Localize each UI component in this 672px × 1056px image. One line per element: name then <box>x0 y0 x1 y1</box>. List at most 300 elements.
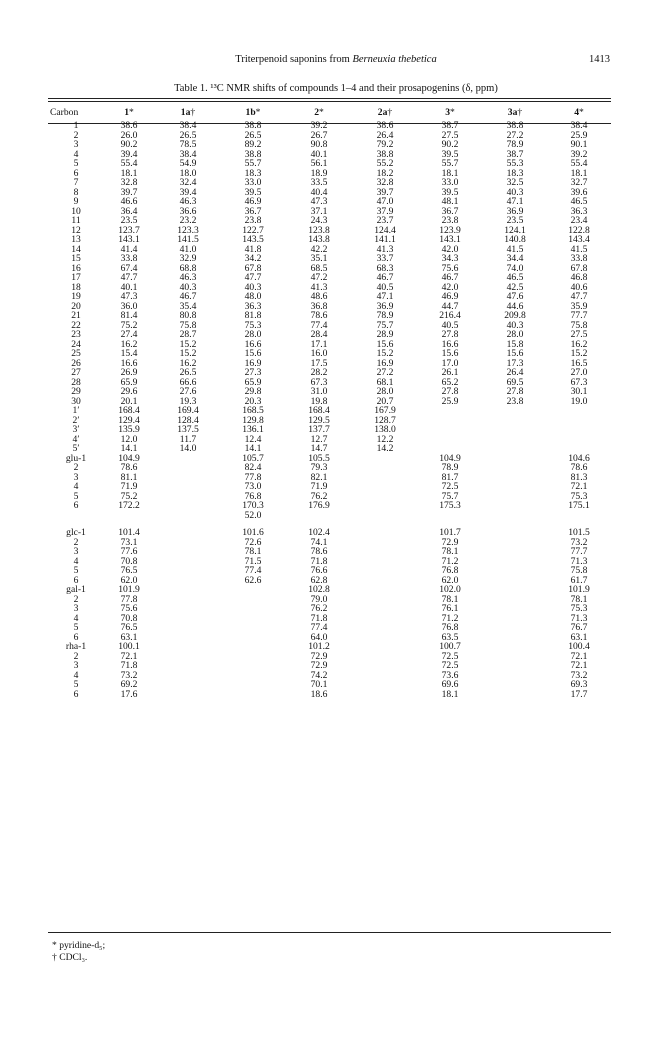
shift-value <box>220 642 286 652</box>
shift-value: 75.3 <box>570 603 588 614</box>
shift-value: 141.1 <box>374 234 396 245</box>
shift-value: 46.5 <box>570 196 588 207</box>
shift-value: 39.2 <box>570 148 588 160</box>
shift-value: 101.2 <box>308 641 330 652</box>
shift-value: 75.3 <box>244 319 262 331</box>
shift-value: 38.4 <box>179 148 197 160</box>
shift-value: 170.3 <box>242 500 264 511</box>
shift-value: 54.9 <box>179 158 197 169</box>
shift-value: 72.1 <box>570 481 588 492</box>
shift-value: 75.6 <box>441 262 459 274</box>
shift-value: 36.0 <box>120 300 138 312</box>
shift-value: 78.6 <box>570 462 588 473</box>
carbon-label: 7 <box>73 177 79 188</box>
shift-value: 18.3 <box>506 167 524 179</box>
shift-value: 75.8 <box>570 565 588 576</box>
shift-value: 76.8 <box>441 565 459 576</box>
shift-value: 20.3 <box>244 395 262 407</box>
shift-value: 18.0 <box>179 167 197 179</box>
shift-value: 14.7 <box>310 443 328 454</box>
shift-value: 32.8 <box>376 177 394 188</box>
shift-value: 76.8 <box>244 490 262 502</box>
shift-value <box>286 511 352 521</box>
compound-header-4: 4* <box>574 107 584 118</box>
shift-value: 42.0 <box>441 243 459 255</box>
shift-value: 55.4 <box>120 158 138 169</box>
table-body <box>50 121 610 699</box>
shift-value <box>352 652 418 662</box>
shift-value: 19.3 <box>179 395 197 407</box>
shift-value: 80.8 <box>179 310 197 321</box>
table-bottom-rule <box>48 932 611 933</box>
shift-value: 123.7 <box>118 224 140 236</box>
shift-value <box>156 566 220 576</box>
shift-value: 167.9 <box>374 405 396 416</box>
carbon-label: 30 <box>71 395 81 407</box>
shift-value: 23.4 <box>570 215 588 226</box>
shift-value: 135.9 <box>118 424 140 435</box>
shift-value: 27.0 <box>570 367 588 378</box>
shift-value: 63.1 <box>120 631 138 643</box>
table-row <box>50 511 610 521</box>
shift-value: 25.9 <box>441 395 459 407</box>
shift-value: 62.0 <box>120 574 138 586</box>
shift-value: 18.1 <box>570 167 588 179</box>
shift-value: 72.9 <box>310 650 328 662</box>
shift-value: 23.7 <box>376 215 394 226</box>
carbon-label: 19 <box>71 291 81 302</box>
shift-value: 17.0 <box>441 357 459 369</box>
carbon-label: 8 <box>73 186 79 198</box>
shift-value: 18.1 <box>441 688 459 700</box>
shift-value <box>156 482 220 492</box>
carbon-label: glu-1 <box>65 452 87 464</box>
shift-value: 39.5 <box>244 186 262 198</box>
shift-value: 81.1 <box>120 471 138 483</box>
shift-value: 40.4 <box>310 186 328 198</box>
shift-value: 26.5 <box>179 129 197 141</box>
shift-value: 129.4 <box>118 414 140 426</box>
shift-value <box>220 690 286 700</box>
shift-value: 62.6 <box>244 574 262 586</box>
shift-value: 12.7 <box>310 433 328 445</box>
shift-value <box>482 511 548 521</box>
shift-value: 16.6 <box>120 357 138 369</box>
shift-value <box>352 595 418 605</box>
shift-value: 23.8 <box>441 215 459 226</box>
shift-value: 46.3 <box>179 272 197 283</box>
shift-value: 15.2 <box>570 348 588 359</box>
shift-value <box>352 473 418 483</box>
shift-value: 122.7 <box>242 224 264 236</box>
shift-value: 44.7 <box>441 300 459 312</box>
shift-value: 102.8 <box>308 584 330 595</box>
carbon-label: 3 <box>73 546 79 557</box>
shift-value: 67.4 <box>120 262 138 274</box>
shift-value: 46.7 <box>441 272 459 283</box>
shift-value: 23.5 <box>506 215 524 226</box>
shift-value: 36.6 <box>179 205 197 217</box>
footnote-pyridine: * pyridine-d₅; <box>52 940 106 951</box>
shift-value <box>482 633 548 643</box>
shift-value <box>482 661 548 671</box>
shift-value <box>352 454 418 464</box>
shift-value: 175.3 <box>439 500 461 511</box>
page-number: 1413 <box>589 54 610 65</box>
shift-value: 46.7 <box>376 272 394 283</box>
shift-value: 75.2 <box>120 490 138 502</box>
shift-value: 78.5 <box>179 139 197 150</box>
shift-value <box>418 511 482 521</box>
shift-value: 67.3 <box>570 376 588 388</box>
carbon-label: 4 <box>73 555 79 567</box>
shift-value <box>352 623 418 633</box>
shift-value: 40.5 <box>441 319 459 331</box>
shift-value: 16.0 <box>310 348 328 359</box>
carbon-label: 21 <box>71 310 81 321</box>
shift-value: 75.2 <box>120 319 138 331</box>
shift-value: 67.3 <box>310 376 328 388</box>
shift-value <box>156 585 220 595</box>
shift-value <box>482 595 548 605</box>
shift-value: 77.4 <box>244 565 262 576</box>
footnote-cdcl3: † CDCl₃. <box>52 952 88 963</box>
shift-value: 76.6 <box>310 565 328 576</box>
shift-value: 63.5 <box>441 631 459 643</box>
shift-value: 75.8 <box>179 319 197 331</box>
shift-value <box>482 435 548 445</box>
carbon-label: 17 <box>71 272 81 283</box>
shift-value: 104.9 <box>439 452 461 464</box>
shift-value: 40.6 <box>570 281 588 293</box>
carbon-label: 20 <box>71 300 81 312</box>
shift-value: 63.1 <box>570 631 588 643</box>
shift-value: 32.5 <box>506 177 524 188</box>
shift-value: 12.2 <box>376 433 394 445</box>
shift-value: 216.4 <box>439 310 461 321</box>
carbon-label: 5′ <box>72 443 80 454</box>
shift-value <box>482 623 548 633</box>
shift-value: 71.2 <box>441 612 459 624</box>
shift-value <box>156 690 220 700</box>
shift-value: 78.1 <box>441 546 459 557</box>
shift-value: 71.9 <box>120 481 138 492</box>
shift-value <box>482 463 548 473</box>
shift-value: 34.4 <box>506 253 524 264</box>
shift-value: 35.1 <box>310 253 328 264</box>
shift-value: 209.8 <box>504 310 526 321</box>
shift-value <box>220 604 286 614</box>
shift-value <box>156 661 220 671</box>
shift-value: 14.1 <box>120 443 138 454</box>
compound-header-1a: 1a† <box>180 107 196 118</box>
shift-value: 32.9 <box>179 253 197 264</box>
carbon-label: 22 <box>71 319 81 331</box>
shift-value: 90.2 <box>120 139 138 150</box>
shift-value: 26.7 <box>310 129 328 141</box>
shift-value: 78.6 <box>310 310 328 321</box>
shift-value: 17.3 <box>506 357 524 369</box>
shift-value: 28.0 <box>506 329 524 340</box>
shift-value: 38.8 <box>376 148 394 160</box>
shift-value <box>352 492 418 502</box>
shift-value: 77.7 <box>570 546 588 557</box>
shift-value: 28.9 <box>376 329 394 340</box>
shift-value <box>156 623 220 633</box>
shift-value: 90.8 <box>310 139 328 150</box>
shift-value: 16.5 <box>570 357 588 369</box>
shift-value: 81.4 <box>120 310 138 321</box>
shift-value: 104.9 <box>118 452 140 464</box>
shift-value: 47.1 <box>376 291 394 302</box>
shift-value: 40.1 <box>120 281 138 293</box>
shift-value <box>352 642 418 652</box>
table-caption: Table 1. ¹³C NMR shifts of compounds 1–4 and their prosapogenins (δ, ppm) <box>174 83 498 94</box>
shift-value: 77.8 <box>244 471 262 483</box>
shift-value: 28.0 <box>376 386 394 397</box>
carbon-label: 6 <box>73 631 79 643</box>
shift-value: 72.5 <box>441 481 459 492</box>
shift-value: 168.5 <box>242 405 264 416</box>
carbon-label: 2 <box>73 593 79 605</box>
shift-value: 141.5 <box>177 234 199 245</box>
shift-value: 89.2 <box>244 139 262 150</box>
shift-value: 36.7 <box>244 205 262 217</box>
shift-value: 52.0 <box>244 509 262 521</box>
shift-value <box>482 557 548 567</box>
shift-value: 16.2 <box>120 338 138 350</box>
shift-value: 30.1 <box>570 386 588 397</box>
shift-value: 73.0 <box>244 481 262 492</box>
shift-value: 28.4 <box>310 329 328 340</box>
shift-value: 69.3 <box>570 679 588 690</box>
shift-value: 72.5 <box>441 660 459 671</box>
carbon-label: 26 <box>71 357 81 369</box>
shift-value <box>156 492 220 502</box>
shift-value: 65.9 <box>120 376 138 388</box>
shift-value: 15.6 <box>506 348 524 359</box>
shift-value: 46.6 <box>120 196 138 207</box>
shift-value: 73.2 <box>120 669 138 681</box>
footnotes <box>52 940 105 964</box>
shift-value: 69.2 <box>120 679 138 690</box>
carbon-label: 13 <box>71 234 81 245</box>
shift-value <box>548 406 610 416</box>
shift-value: 81.8 <box>244 310 262 321</box>
shift-value: 33.8 <box>570 253 588 264</box>
shift-value <box>156 557 220 567</box>
shift-value: 46.8 <box>570 272 588 283</box>
shift-value: 33.0 <box>244 177 262 188</box>
shift-value: 105.7 <box>242 452 264 464</box>
shift-value: 28.0 <box>244 329 262 340</box>
shift-value <box>352 585 418 595</box>
shift-value: 40.3 <box>179 281 197 293</box>
carbon-label: 27 <box>71 367 81 378</box>
shift-value: 38.6 <box>120 120 138 131</box>
shift-value: 41.3 <box>310 281 328 293</box>
shift-value: 55.2 <box>376 158 394 169</box>
shift-value: 36.9 <box>506 205 524 217</box>
shift-value: 68.3 <box>376 262 394 274</box>
shift-value <box>156 680 220 690</box>
shift-value: 75.7 <box>441 490 459 502</box>
shift-value: 176.9 <box>308 500 330 511</box>
shift-value: 78.9 <box>376 310 394 321</box>
shift-value: 16.2 <box>570 338 588 350</box>
shift-value: 32.4 <box>179 177 197 188</box>
shift-value: 41.8 <box>244 243 262 255</box>
table-row <box>50 501 610 511</box>
shift-value <box>156 633 220 643</box>
running-title-prefix: Triterpenoid saponins from <box>235 54 353 65</box>
shift-value: 75.6 <box>120 603 138 614</box>
shift-value: 71.3 <box>570 555 588 567</box>
shift-value: 101.5 <box>568 527 590 538</box>
shift-value: 29.8 <box>244 386 262 397</box>
shift-value <box>482 604 548 614</box>
shift-value: 41.5 <box>570 243 588 255</box>
shift-value: 20.7 <box>376 395 394 407</box>
carbon-label: 4 <box>73 481 79 492</box>
shift-value <box>156 642 220 652</box>
shift-value: 31.0 <box>310 386 328 397</box>
shift-value <box>156 528 220 538</box>
shift-value: 27.4 <box>120 329 138 340</box>
shift-value <box>156 454 220 464</box>
shift-value: 15.2 <box>376 348 394 359</box>
shift-value <box>156 501 220 511</box>
shift-value: 143.4 <box>568 234 590 245</box>
shift-value: 32.8 <box>120 177 138 188</box>
shift-value: 68.5 <box>310 262 328 274</box>
shift-value: 15.2 <box>179 348 197 359</box>
shift-value: 69.5 <box>506 376 524 388</box>
shift-value: 102.0 <box>439 584 461 595</box>
shift-value <box>352 633 418 643</box>
carbon-label: 1′ <box>72 405 80 416</box>
shift-value <box>156 652 220 662</box>
shift-value <box>482 473 548 483</box>
shift-value: 17.5 <box>310 357 328 369</box>
shift-value <box>482 425 548 435</box>
compound-header-2a: 2a† <box>377 107 393 118</box>
shift-value: 123.8 <box>308 224 330 236</box>
shift-value <box>352 576 418 586</box>
shift-value: 168.4 <box>308 405 330 416</box>
shift-value: 100.4 <box>568 641 590 652</box>
carbon-label: 6 <box>73 688 79 700</box>
shift-value: 70.8 <box>120 612 138 624</box>
shift-value: 128.7 <box>374 414 396 426</box>
shift-value: 48.0 <box>244 291 262 302</box>
shift-value <box>418 406 482 416</box>
shift-value: 137.5 <box>177 424 199 435</box>
shift-value: 38.7 <box>506 148 524 160</box>
shift-value: 46.7 <box>179 291 197 302</box>
shift-value: 123.9 <box>439 224 461 236</box>
carbon-label: 24 <box>71 338 81 350</box>
shift-value: 15.6 <box>244 348 262 359</box>
shift-value: 14.1 <box>244 443 262 454</box>
shift-value: 78.9 <box>506 139 524 150</box>
shift-value <box>352 614 418 624</box>
shift-value: 76.7 <box>570 622 588 633</box>
carbon-label: gal-1 <box>66 584 86 595</box>
shift-value: 33.0 <box>441 177 459 188</box>
shift-value: 35.9 <box>570 300 588 312</box>
shift-value: 27.6 <box>179 386 197 397</box>
shift-value: 48.6 <box>310 291 328 302</box>
running-title-species: Berneuxia thebetica <box>352 54 437 65</box>
shift-value: 73.6 <box>441 669 459 681</box>
shift-value <box>482 406 548 416</box>
shift-value: 72.1 <box>570 650 588 662</box>
shift-value: 67.8 <box>244 262 262 274</box>
shift-value: 55.7 <box>244 158 262 169</box>
carbon-label: 12 <box>71 224 81 236</box>
shift-value: 29.6 <box>120 386 138 397</box>
shift-value: 36.7 <box>441 205 459 217</box>
shift-value <box>482 680 548 690</box>
shift-value: 101.4 <box>118 527 140 538</box>
shift-value: 26.4 <box>506 367 524 378</box>
carbon-label: 2 <box>73 462 79 473</box>
shift-value <box>482 538 548 548</box>
shift-value: 27.8 <box>506 386 524 397</box>
shift-value <box>220 680 286 690</box>
shift-value: 82.4 <box>244 462 262 473</box>
shift-value <box>220 652 286 662</box>
shift-value: 35.4 <box>179 300 197 312</box>
shift-value: 77.4 <box>310 622 328 633</box>
shift-value <box>352 482 418 492</box>
shift-value: 33.8 <box>120 253 138 264</box>
shift-value: 27.5 <box>441 129 459 141</box>
shift-value: 55.4 <box>570 158 588 169</box>
shift-value: 47.3 <box>120 291 138 302</box>
shift-value: 47.7 <box>570 291 588 302</box>
shift-value <box>482 528 548 538</box>
shift-value: 143.1 <box>439 234 461 245</box>
shift-value: 81.3 <box>570 471 588 483</box>
compound-header-2: 2* <box>314 107 324 118</box>
shift-value: 23.2 <box>179 215 197 226</box>
table-row <box>50 690 610 700</box>
shift-value: 74.0 <box>506 262 524 274</box>
shift-value: 77.8 <box>120 593 138 605</box>
shift-value: 38.8 <box>244 120 262 131</box>
shift-value: 32.7 <box>570 177 588 188</box>
shift-value <box>220 623 286 633</box>
nmr-shift-table <box>50 104 610 699</box>
shift-value <box>482 690 548 700</box>
shift-value <box>482 585 548 595</box>
shift-value: 71.8 <box>310 555 328 567</box>
shift-value: 143.1 <box>118 234 140 245</box>
shift-value: 16.9 <box>376 357 394 369</box>
carbon-label: 1 <box>73 120 79 131</box>
shift-value <box>220 661 286 671</box>
shift-value: 14.0 <box>179 443 197 454</box>
shift-value: 39.7 <box>376 186 394 198</box>
shift-value <box>482 642 548 652</box>
shift-value: 12.4 <box>244 433 262 445</box>
carbon-label: 3 <box>73 660 79 671</box>
shift-value: 39.7 <box>120 186 138 198</box>
shift-value <box>548 435 610 445</box>
shift-value <box>156 473 220 483</box>
